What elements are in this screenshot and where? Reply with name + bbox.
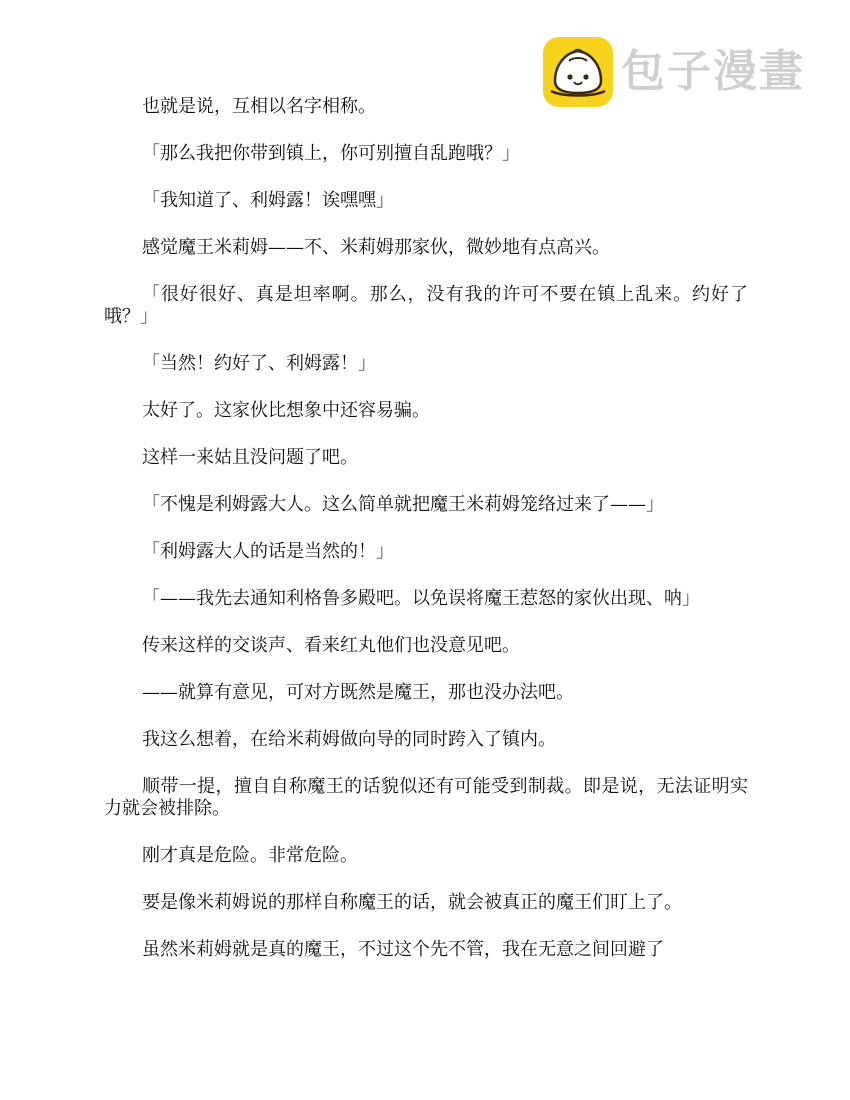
paragraph: 这样一来姑且没问题了吧。: [142, 447, 358, 468]
paragraph: 感觉魔王米莉姆——不、米莉姆那家伙，微妙地有点高兴。: [142, 237, 610, 258]
paragraph: 虽然米莉姆就是真的魔王，不过这个先不管，我在无意之间回避了: [142, 939, 664, 960]
logo-text: 包子漫畫: [621, 46, 805, 97]
paragraph: 「当然！约好了、利姆露！」: [142, 353, 376, 374]
paragraph: ——就算有意见，可对方既然是魔王，那也没办法吧。: [142, 682, 574, 703]
paragraph: 「利姆露大人的话是当然的！」: [142, 541, 394, 562]
paragraph: 刚才真是危险。非常危险。: [142, 845, 358, 866]
paragraph: 「那么我把你带到镇上，你可别擅自乱跑哦？」: [142, 143, 520, 164]
article-body: [104, 96, 748, 986]
paragraph: 我这么想着，在给米莉姆做向导的同时跨入了镇内。: [142, 729, 556, 750]
paragraph: 传来这样的交谈声、看来红丸他们也没意见吧。: [142, 635, 520, 656]
paragraph: 「——我先去通知利格鲁多殿吧。以免误将魔王惹怒的家伙出现、呐」: [142, 588, 700, 609]
paragraph: 「不愧是利姆露大人。这么简单就把魔王米莉姆笼络过来了——」: [142, 494, 664, 515]
paragraph: 顺带一提，擅自自称魔王的话貌似还有可能受到制裁。即是说，无法证明实力就会被排除。: [104, 776, 748, 819]
paragraph: 要是像米莉姆说的那样自称魔王的话，就会被真正的魔王们盯上了。: [142, 892, 682, 913]
paragraph: 太好了。这家伙比想象中还容易骗。: [142, 400, 430, 421]
paragraph: 「很好很好、真是坦率啊。那么，没有我的许可不要在镇上乱来。约好了哦？」: [104, 284, 748, 327]
paragraph: 也就是说，互相以名字相称。: [142, 96, 376, 117]
paragraph: 「我知道了、利姆露！诶嘿嘿」: [142, 190, 394, 211]
